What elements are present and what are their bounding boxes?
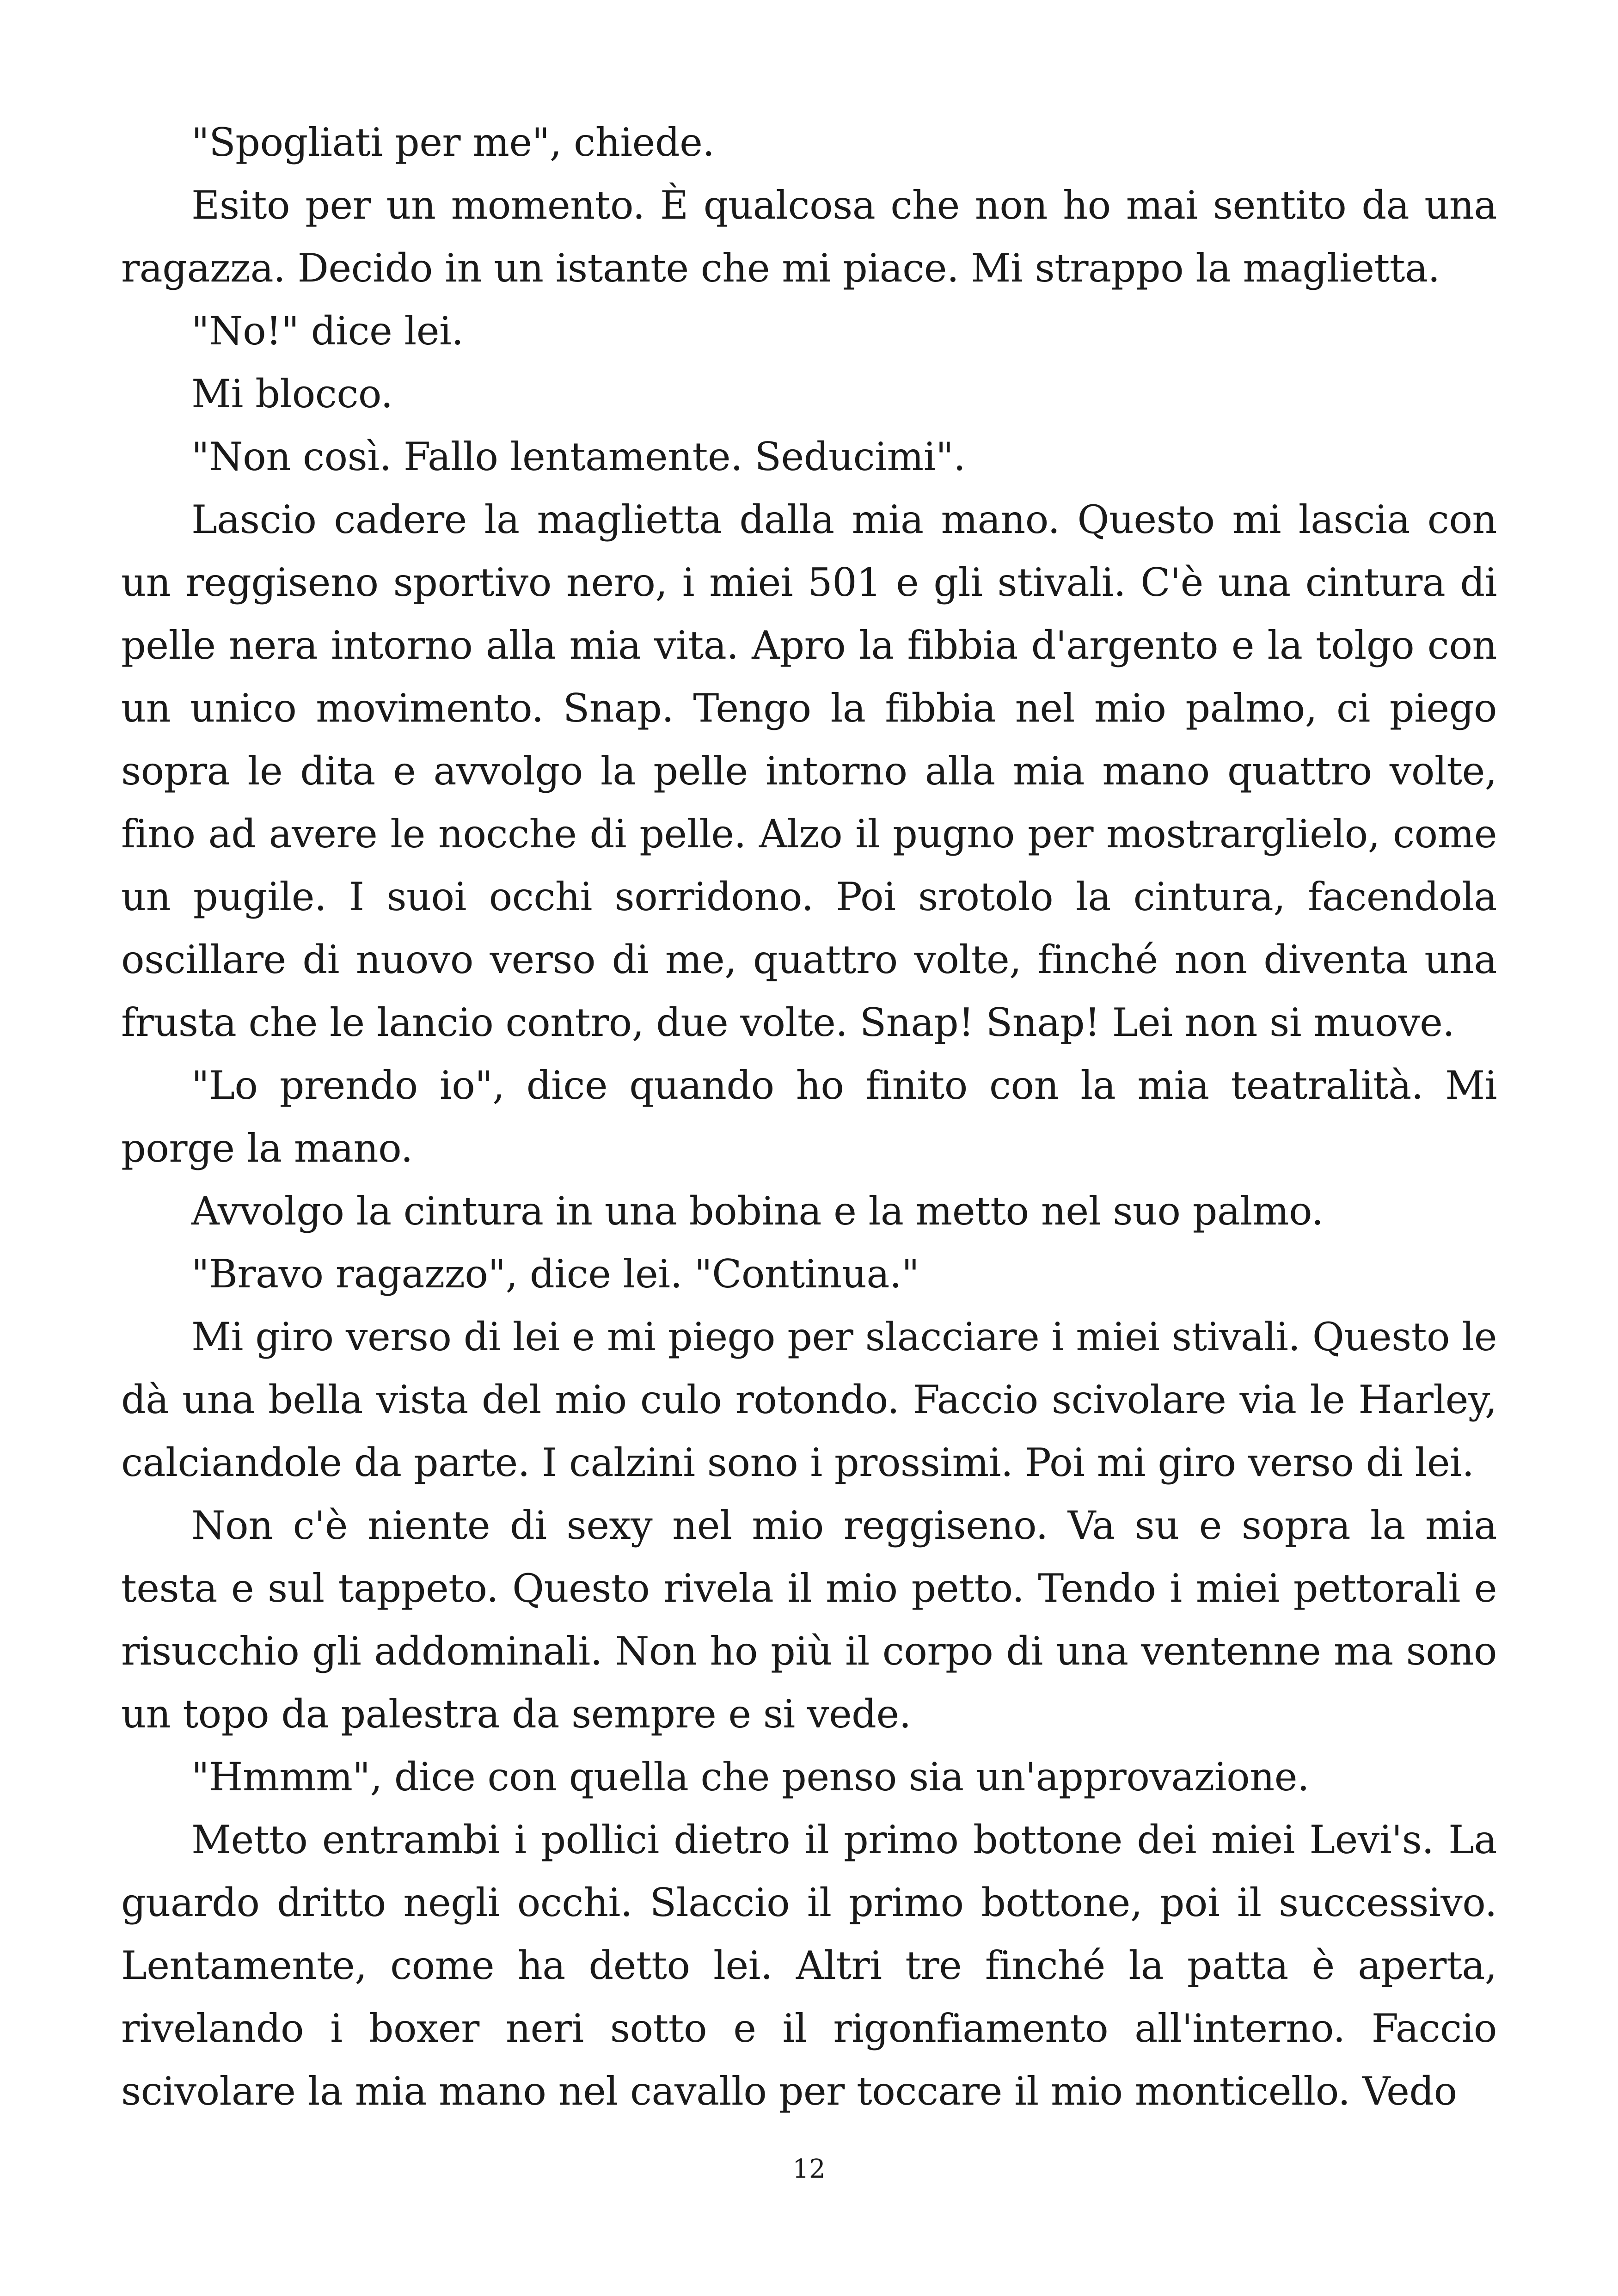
paragraph: "Spogliati per me", chiede.: [191, 120, 715, 165]
paragraph: Non c'è niente di sexy nel mio reggiseno. Va su e sopra la mia testa e sul tappeto. Questo rivela il mio petto. Tendo i miei pettorali e risucchio gli addominali. Non ho più il corpo di una ventenne ma sono un topo da palestra da sempre e si vede.: [121, 1503, 1497, 1737]
paragraph: Lascio cadere la maglietta dalla mia mano. Questo mi lascia con un reggiseno sportivo nero, i miei 501 e gli stivali. C'è una cintura di pelle nera intorno alla mia vita. Apro la fibbia d'argento e la tolgo con un unico movimento. Snap. Tengo la fibbia nel mio palmo, ci piego sopra le dita e avvolgo la pelle intorno alla mia mano quattro volte, fino ad avere le nocche di pelle. Alzo il pugno per mostrarglielo, come un pugile. I suoi occhi sorridono. Poi srotolo la cintura, facendola oscillare di nuovo verso di me, quattro volte, finché non diventa una frusta che le lancio contro, due volte. Snap! Snap! Lei non si muove.: [121, 497, 1497, 1045]
paragraph: Avvolgo la cintura in una bobina e la metto nel suo palmo.: [191, 1188, 1324, 1234]
page-number: 12: [792, 2154, 826, 2184]
body-text: [121, 111, 1497, 2123]
paragraph: Esito per un momento. È qualcosa che non ho mai sentito da una ragazza. Decido in un istante che mi piace. Mi strappo la maglietta.: [121, 183, 1497, 291]
paragraph: Metto entrambi i pollici dietro il primo bottone dei miei Levi's. La guardo dritto negli occhi. Slaccio il primo bottone, poi il successivo. Lentamente, come ha detto lei. Altri tre finché la patta è aperta, rivelando i boxer neri sotto e il rigonfiamento all'interno. Faccio scivolare la mia mano nel cavallo per toccare il mio monticello. Vedo: [121, 1817, 1497, 2114]
paragraph: "No!" dice lei.: [191, 308, 464, 354]
paragraph: Mi blocco.: [191, 371, 393, 416]
paragraph: "Non così. Fallo lentamente. Seducimi".: [191, 434, 966, 479]
paragraph: "Lo prendo io", dice quando ho finito con la mia teatralità. Mi porge la mano.: [121, 1063, 1497, 1171]
paragraph: Mi giro verso di lei e mi piego per slacciare i miei stivali. Questo le dà una bella vista del mio culo rotondo. Faccio scivolare via le Harley, calciandole da parte. I calzini sono i prossimi. Poi mi giro verso di lei.: [121, 1314, 1497, 1485]
paragraph: "Hmmm", dice con quella che penso sia un'approvazione.: [191, 1754, 1310, 1800]
paragraph: "Bravo ragazzo", dice lei. "Continua.": [191, 1251, 919, 1297]
